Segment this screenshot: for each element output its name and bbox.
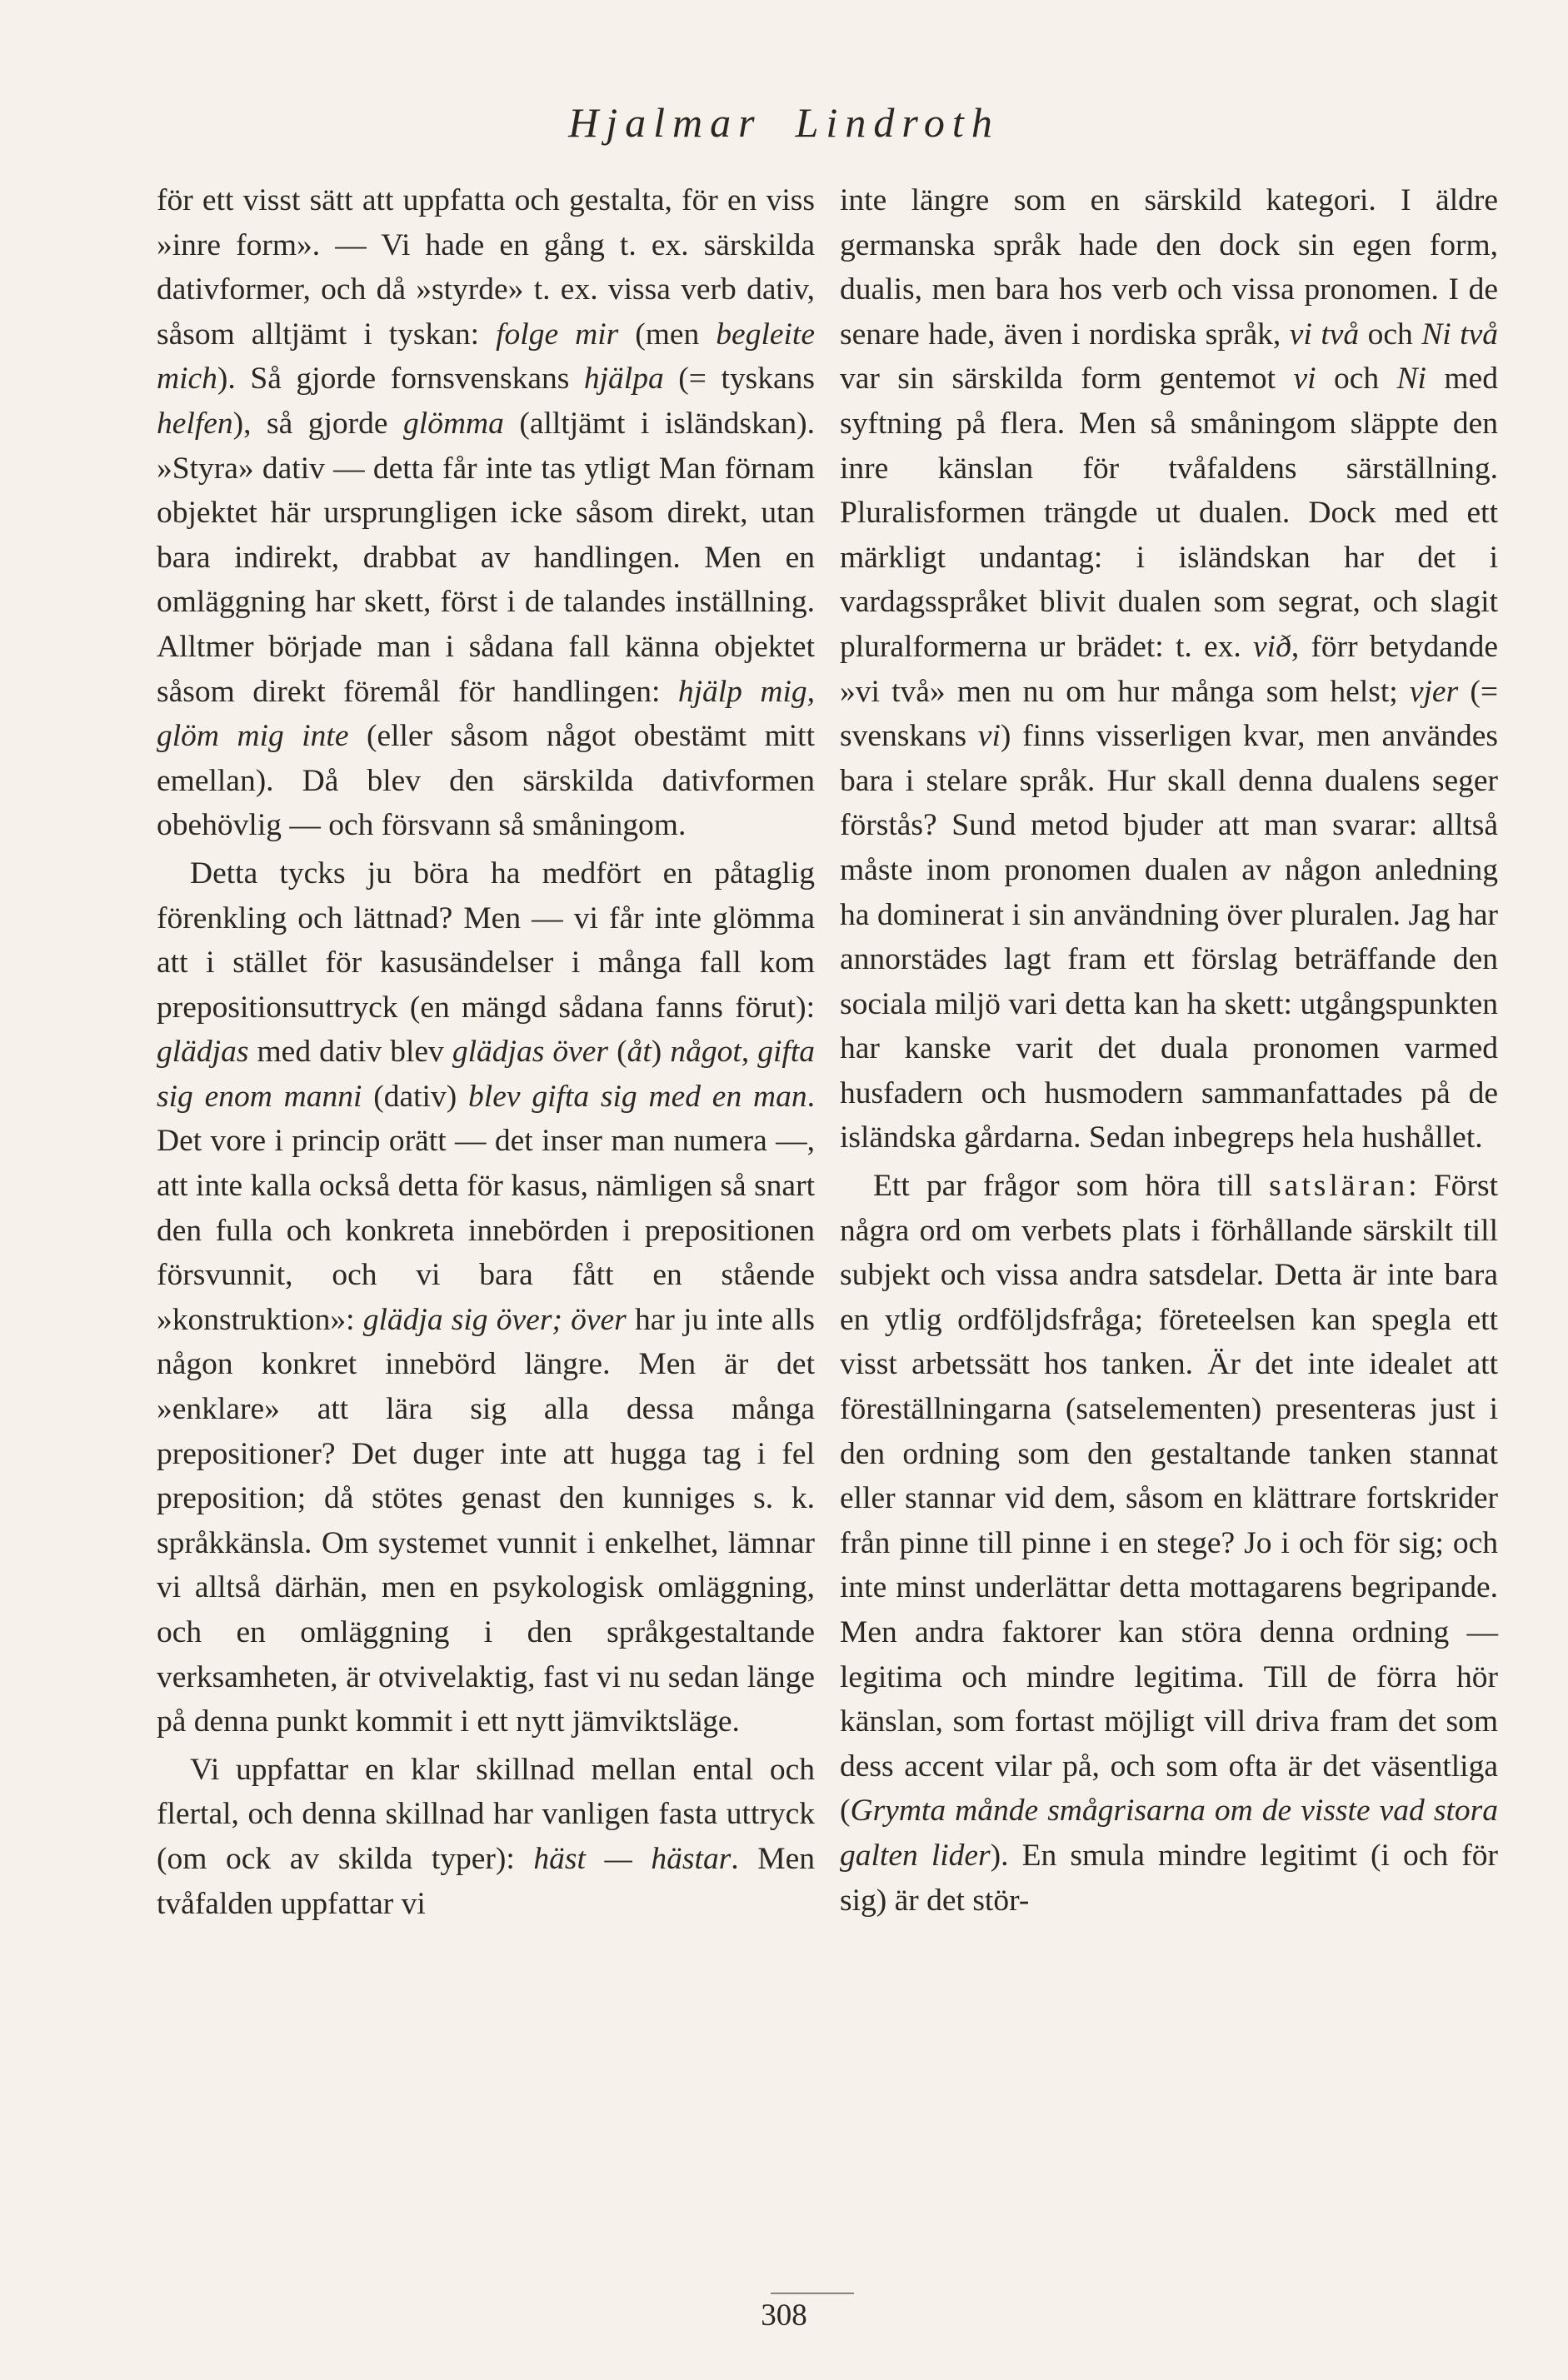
- header-last-name: Lindroth: [795, 99, 1000, 146]
- footer-rule: [771, 2293, 854, 2294]
- page-number: 308: [761, 2298, 807, 2333]
- paragraph: Ett par frågor som höra till satsläran: Först några ord om verbets plats i förhållande särskilt till subjekt och vissa andra satsdelar. Detta är inte bara en ytlig ordföljdsfråga; företeelsen kan spegla ett visst arbetssätt hos tanken. Är det inte idealet att föreställningarna (satselementen) presenteras just i den ordning som den gestaltande tanken stannat eller stannar vid dem, såsom en klättrare fortskrider från pinne till pinne i en stege? Jo i och för sig; och inte minst underlättar detta mottagarens begripande. Men andra faktorer kan störa denna ordning — legitima och mindre legitima. Till de förra hör känslan, som fortast möjligt vill driva fram det som dess accent vilar på, och som ofta är det väsentliga (Grymta månde smågrisarna om de visste vad stora galten lider). En smula mindre legitimt (i och för sig) är det stör-: [840, 1169, 1499, 1918]
- paragraph: inte längre som en särskild kategori. I äldre germanska språk hade den dock sin egen form, dualis, men bara hos verb och vissa pronomen. I de senare hade, även i nordiska språk, vi två och Ni två var sin särskilda form gentemot vi och Ni med syftning på flera. Men så småningom släppte den inre känslan för tvåfaldens särställning. Pluralisformen trängde ut dualen. Dock med ett märkligt undantag: i isländskan har det i vardagsspråket blivit dualen som segrat, och slagit pluralformerna ur brädet: t. ex. við, förr betydande »vi två» men nu om hur många som helst; vjer (= svenskans vi) finns visserligen kvar, men användes bara i stelare språk. Hur skall denna dualens seger förstås? Sund metod bjuder att man svarar: alltså måste inom pronomen dualen av någon anledning ha dominerat i sin användning över pluralen. Jag har annorstädes lagt fram ett förslag beträffande den sociala miljö vari detta kan ha skett: utgångspunkten har kanske varit det duala pronomen varmed husfadern och husmodern sammanfattades på de isländska gårdarna. Sedan inbegreps hela hushållet.: [840, 183, 1498, 1155]
- left-column: [157, 178, 815, 1926]
- running-header: [0, 98, 1568, 147]
- paragraph: för ett visst sätt att uppfatta och gestalta, för en viss »inre form». — Vi hade en gång t. ex. särskilda dativformer, och då »styrde» t. ex. vissa verb dativ, såsom alltjämt i tyskan: folge mir (men begleite mich). Så gjorde fornsvenskans hjälpa (= tyskans helfen), så gjorde glömma (alltjämt i isländskan). »Styra» dativ — detta får inte tas ytligt Man förnam objektet här ursprungligen icke såsom direkt, utan bara indirekt, drabbat av handlingen. Men en omläggning har skett, först i de talandes inställning. Alltmer började man i sådana fall känna objektet såsom direkt föremål för handlingen: hjälp mig, glöm mig inte (eller såsom något obestämt mitt emellan). Då blev den särskilda dativformen obehövlig — och försvann så småningom.: [157, 183, 816, 843]
- right-column: [840, 178, 1498, 1923]
- paragraph: Detta tycks ju böra ha medfört en påtaglig förenkling och lättnad? Men — vi får inte glömma att i stället för kasusändelser i många fall kom prepositionsuttryck (en mängd sådana fanns förut): glädjas med dativ blev glädjas över (åt) något, gifta sig enom manni (dativ) blev gifta sig med en man. Det vore i princip orätt — det inser man numera —, att inte kalla också detta för kasus, nämligen så snart den fulla och konkreta innebörden i prepositionen försvunnit, och vi bara fått en stående »konstruktion»: glädja sig över; över har ju inte alls någon konkret innebörd längre. Men är det »enklare» att lära sig alla dessa många prepositioner? Det duger inte att hugga tag i fel preposition; då stötes genast den kunniges s. k. språkkänsla. Om systemet vunnit i enkelhet, lämnar vi alltså därhän, men en psykologisk omläggning, och en omläggning i den språkgestaltande verksamheten, är otvivelaktig, fast vi nu sedan länge på denna punkt kommit i ett nytt jämviktsläge.: [157, 856, 815, 1739]
- paragraph: Vi uppfattar en klar skillnad mellan ental och flertal, och denna skillnad har vanligen fasta uttryck (om ock av skilda typer): häst — hästar. Men tvåfalden uppfattar vi: [157, 1752, 815, 1921]
- header-first-name: Hjalmar: [568, 99, 762, 146]
